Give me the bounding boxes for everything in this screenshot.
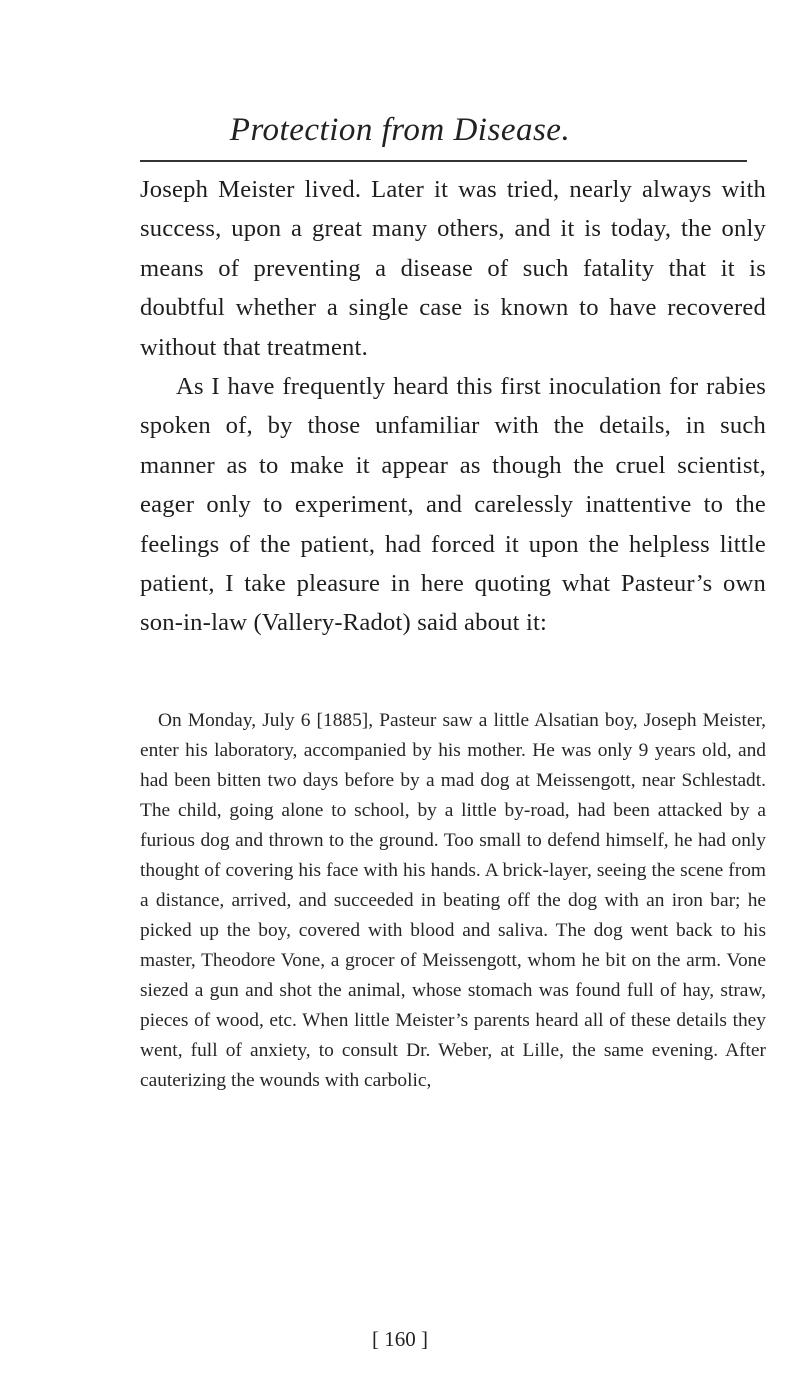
paragraph-inoculation: As I have frequently heard this first inoculation for rabies spoken of, by those unfamiliar with the details, in such manner as to make it appear as though the cruel scientist, eager only to experiment, and carelessly inattentive to the feelings of the patient, had forced it upon the helpless little patient, I take pleasure in here quoting what Pasteur’s own son-in-law (Vallery-Radot) said about it: [140,373,766,637]
header-rule [140,160,747,162]
block-quote [140,706,766,1096]
page-number: [ 160 ] [372,1327,428,1351]
body-text [140,170,766,643]
paragraph-continuation: Joseph Meister lived. Later it was tried, nearly always with success, upon a great many others, and it is today, the only means of preventing a disease of such fatality that it is doubtful whether a single case is known to have recovered without that treatment. [140,176,766,361]
quote-paragraph: On Monday, July 6 [1885], Pasteur saw a little Alsatian boy, Joseph Meister, enter his laboratory, accompanied by his mother. He was only 9 years old, and had been bitten two days before by a mad dog at Meissengott, near Schlestadt. The child, going alone to school, by a little by-road, had been attacked by a furious dog and thrown to the ground. Too small to defend himself, he had only thought of covering his face with his hands. A brick-layer, seeing the scene from a distance, arrived, and succeeded in beating off the dog with an iron bar; he picked up the boy, covered with blood and saliva. The dog went back to his master, Theodore Vone, a grocer of Meissengott, whom he bit on the arm. Vone siezed a gun and shot the animal, whose stomach was found full of hay, straw, pieces of wood, etc. When little Meister’s parents heard all of these details they went, full of anxiety, to consult Dr. Weber, at Lille, the same evening. After cauterizing the wounds with carbolic, [140,710,766,1091]
running-head-title: Protection from Disease. [229,112,571,148]
